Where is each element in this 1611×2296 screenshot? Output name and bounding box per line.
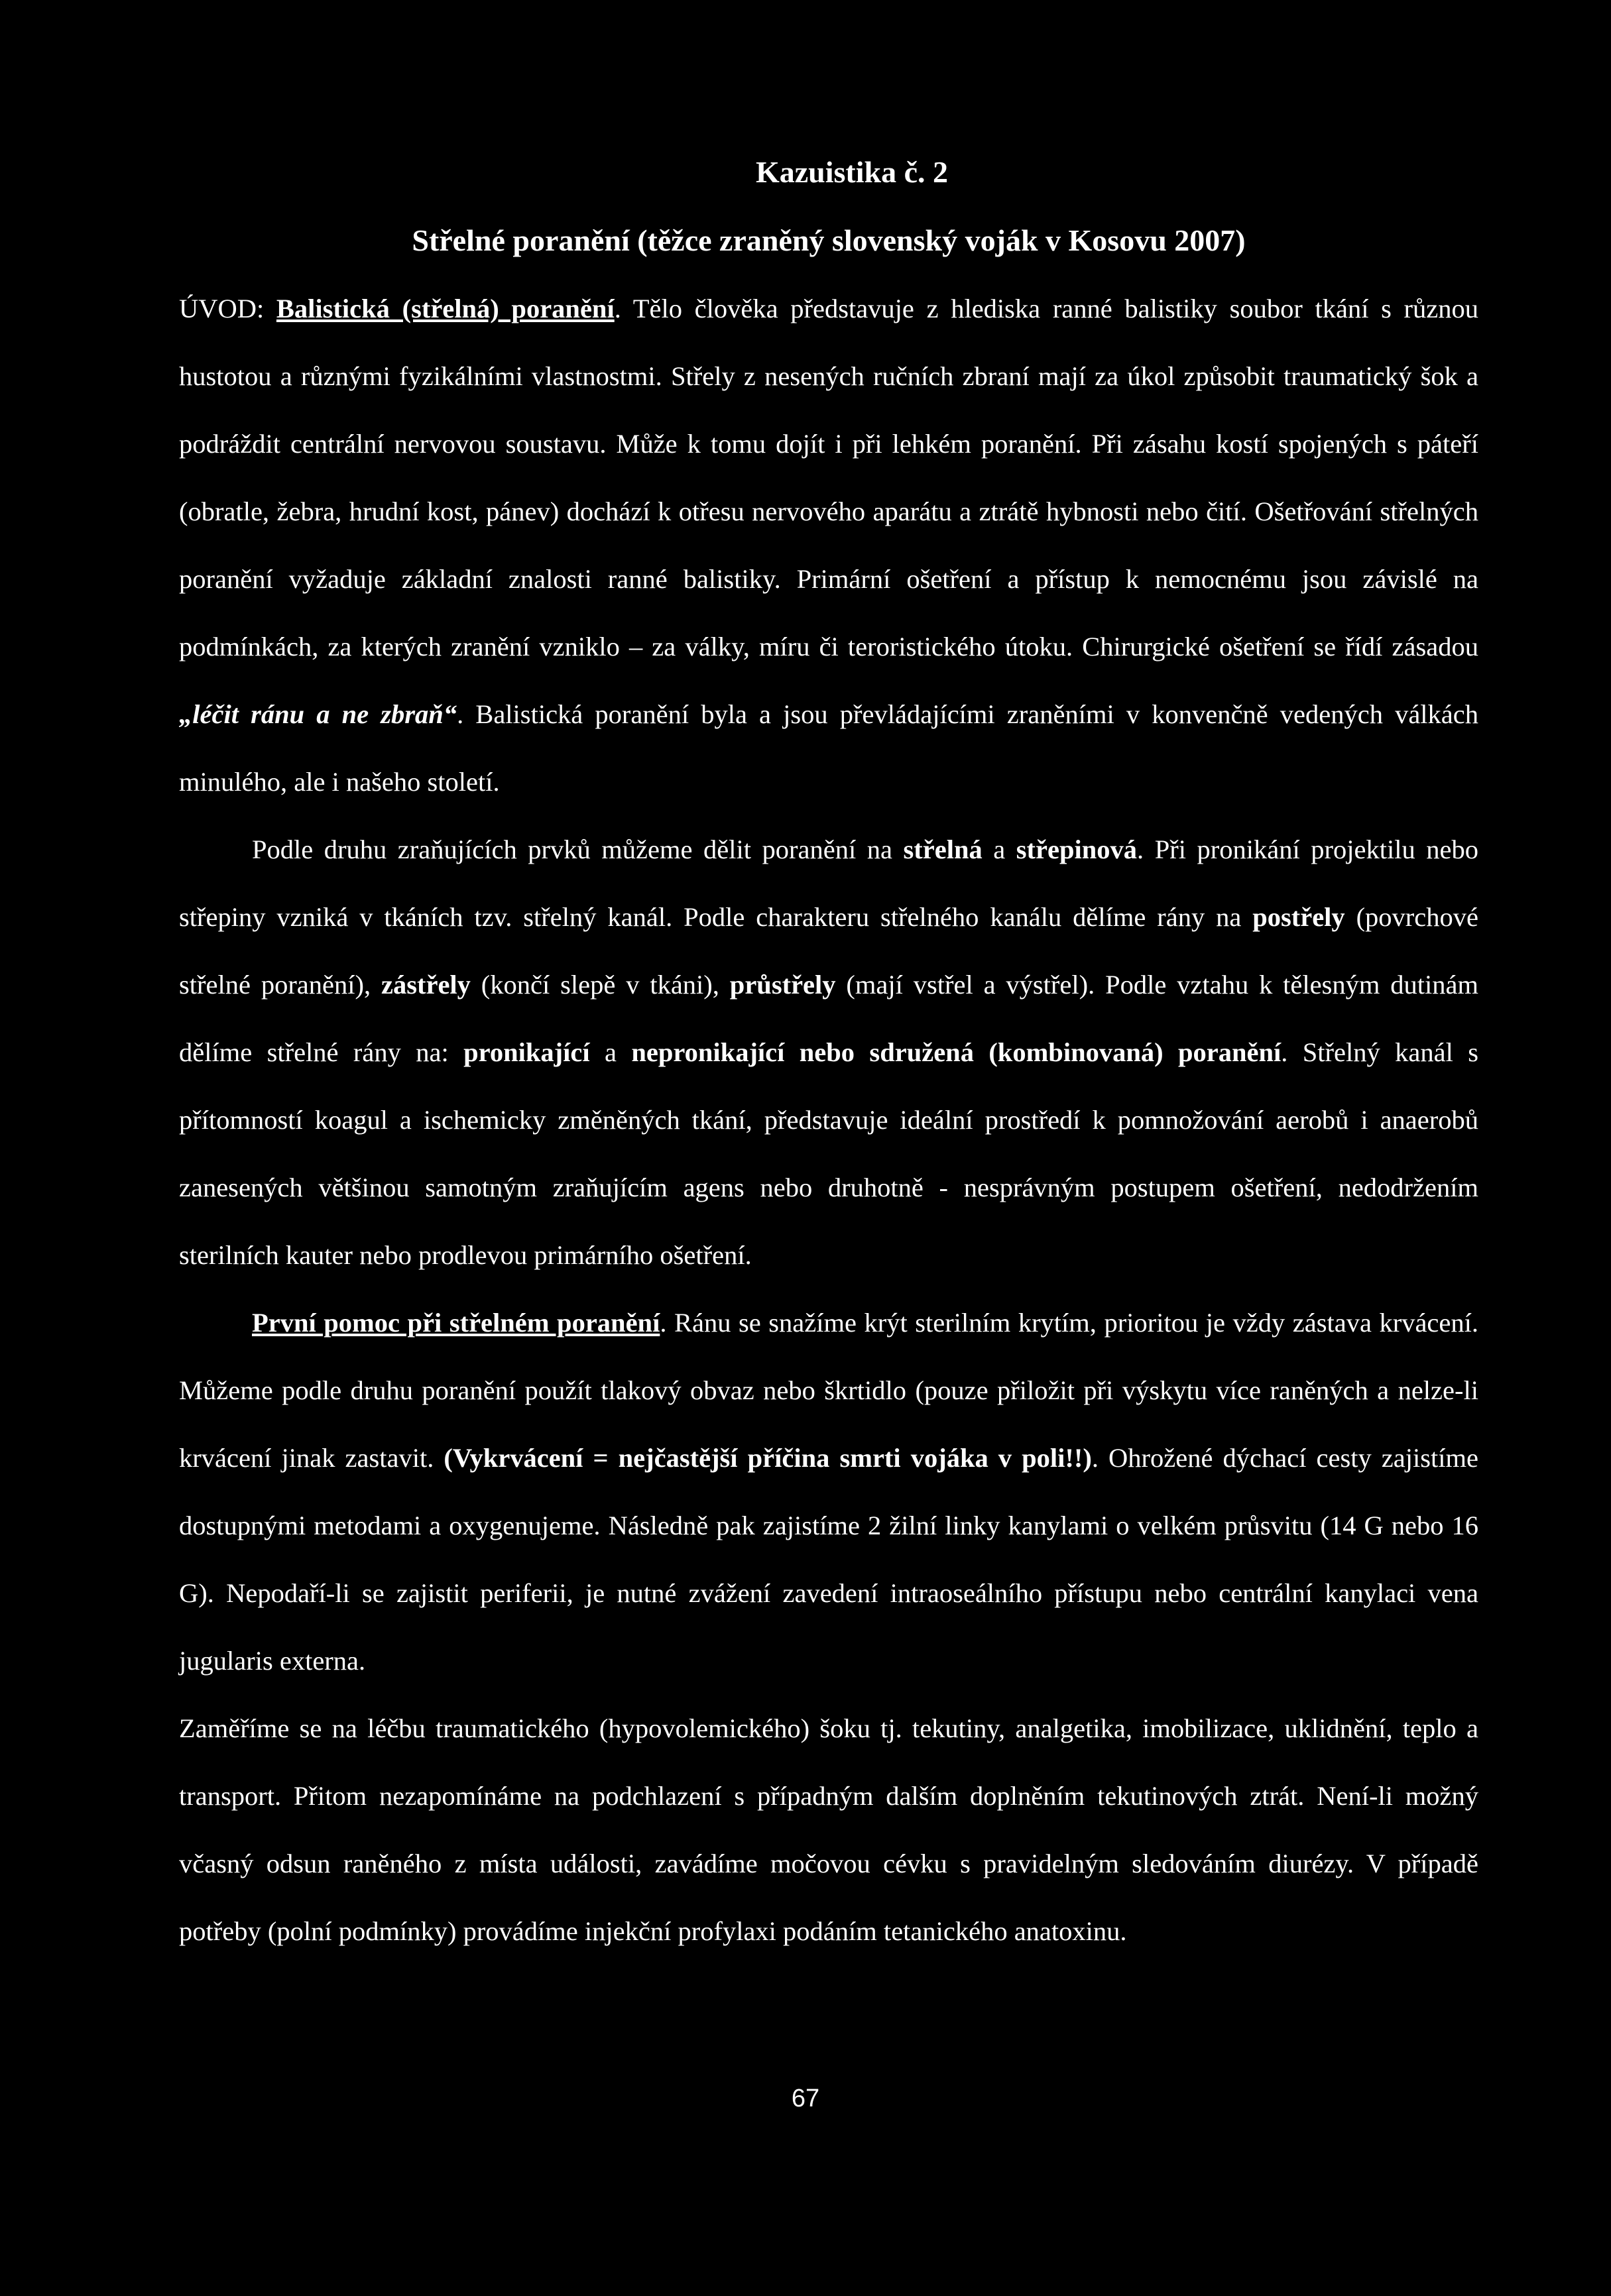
class-bold-6: pronikající xyxy=(463,1037,590,1067)
class-text-2: a xyxy=(982,834,1016,864)
class-bold-2: střepinová xyxy=(1016,834,1138,864)
classification-paragraph xyxy=(179,816,1478,1289)
case-title: Kazuistika č. 2 xyxy=(755,155,949,189)
first-aid-paragraph xyxy=(179,1289,1478,1695)
first-aid-text-1: . Ránu se snažíme krýt sterilním krytím, prioritou je vždy zástava krvácení. Můžeme podle druhu poranění použít tlakový obvaz nebo škrtidlo (pouze přiložit při výskytu více raněných a nelze-li krvácení jinak zastavit. xyxy=(179,1308,1478,1473)
first-aid-bold: (Vykrvácení = nejčastější příčina smrti vojáka v poli!!) xyxy=(444,1443,1092,1473)
case-subtitle: Střelné poranění (těžce zraněný slovenský voják v Kosovu 2007) xyxy=(412,223,1246,257)
class-bold-7: nepronikající nebo sdružená (kombinovaná) poranění xyxy=(631,1037,1282,1067)
class-text-7: a xyxy=(589,1037,632,1067)
class-text-8: . Střelný kanál s přítomností koagul a ischemicky změněných tkání, představuje ideální prostředí k pomnožování aerobů i anaerobů zanesených většinou samotným zraňujícím agens nebo druhotně - nesprávným postupem ošetření, nedodržením sterilních kauter nebo prodlevou primárního ošetření. xyxy=(179,1037,1478,1270)
first-aid-text-2: . Ohrožené dýchací cesty zajistíme dostupnými metodami a oxygenujeme. Následně pak zajistíme 2 žilní linky kanylami o velkém průsvitu (14 G nebo 16 G). Nepodaří-li se zajistit periferii, je nutné zvážení zavedení intraoseálního přístupu nebo centrální kanylaci vena jugularis externa. xyxy=(179,1443,1478,1676)
class-text-1: Podle druhu zraňujících prvků můžeme dělit poranění na xyxy=(252,834,904,864)
page-number: 67 xyxy=(791,2085,820,2112)
document-page xyxy=(179,139,1478,1965)
class-text-5: (končí slepě v tkáni), xyxy=(470,970,730,1000)
class-text-4: (povrchové střelné poranění), xyxy=(179,902,1478,1000)
intro-lead: ÚVOD: xyxy=(179,294,276,323)
class-bold-4: zástřely xyxy=(381,970,471,1000)
class-text-6: (mají vstřel a výstřel). Podle vztahu k tělesným dutinám dělíme střelné rány na: xyxy=(179,970,1478,1067)
class-bold-5: průstřely xyxy=(729,970,836,1000)
first-aid-heading-underlined: První pomoc při střelném poranění xyxy=(252,1308,660,1338)
intro-paragraph xyxy=(179,275,1478,816)
shock-treatment-paragraph: Zaměříme se na léčbu traumatického (hypovolemického) šoku tj. tekutiny, analgetika, imobilizace, uklidnění, teplo a transport. Přitom nezapomínáme na podchlazení s případným dalším doplněním tekutinových ztrát. Není-li možný včasný odsun raněného z místa události, zavádíme močovou cévku s pravidelným sledováním diurézy. V případě potřeby (polní podmínky) provádíme injekční profylaxi podáním tetanického anatoxinu. xyxy=(179,1713,1478,1946)
intro-text-2: . Balistická poranění byla a jsou převládajícími zraněními v konvenčně vedených válkách minulého, ale i našeho století. xyxy=(179,699,1478,797)
intro-text-1: . Tělo člověka představuje z hlediska ranné balistiky soubor tkání s různou hustotou a různými fyzikálními vlastnostmi. Střely z nesených ručních zbraní mají za úkol způsobit traumatický šok a podráždit centrální nervovou soustavu. Může k tomu dojít i při lehkém poranění. Při zásahu kostí spojených s páteří (obratle, žebra, hrudní kost, pánev) dochází k otřesu nervového aparátu a ztrátě hybnosti nebo čití. Ošetřování střelných poranění vyžaduje základní znalosti ranné balistiky. Primární ošetření a přístup k nemocnému jsou závislé na podmínkách, za kterých zranění vzniklo – za války, míru či teroristického útoku. Chirurgické ošetření se řídí zásadou xyxy=(179,294,1478,661)
class-bold-1: střelná xyxy=(903,834,983,864)
class-bold-3: postřely xyxy=(1252,902,1345,932)
intro-quote: „léčit ránu a ne zbraň“ xyxy=(179,699,457,729)
intro-topic-underlined: Balistická (střelná) poranění xyxy=(276,294,615,323)
class-text-3: . Při pronikání projektilu nebo střepiny vzniká v tkáních tzv. střelný kanál. Podle charakteru střelného kanálu dělíme rány na xyxy=(179,834,1478,932)
